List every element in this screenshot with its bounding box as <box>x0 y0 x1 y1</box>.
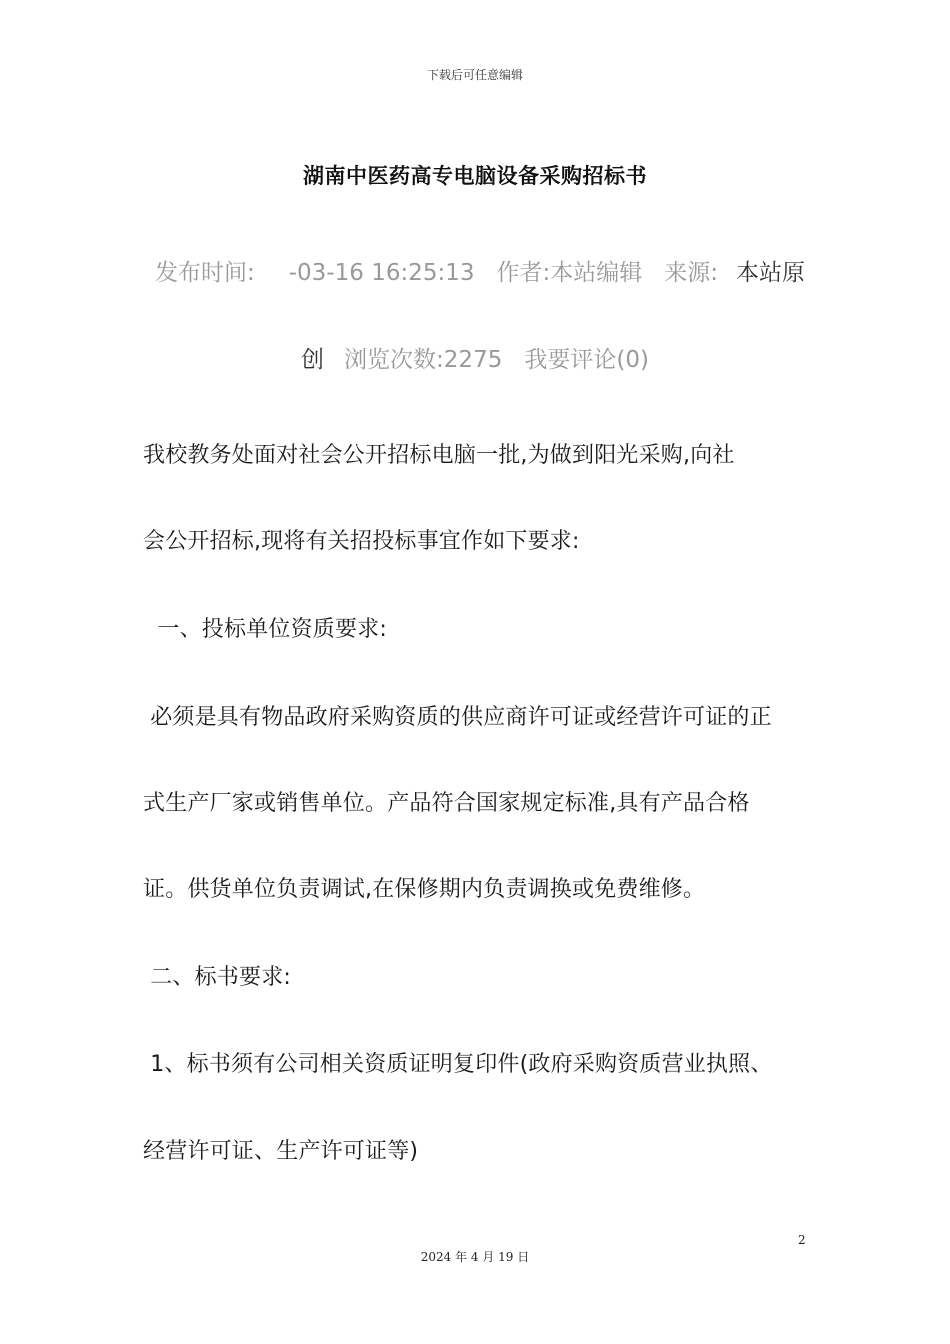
source-value: 本站原 <box>736 260 805 286</box>
body-paragraph-line: 经营许可证、生产许可证等) <box>143 1139 419 1164</box>
body-paragraph-line: 我校教务处面对社会公开招标电脑一批,为做到阳光采购,向社 <box>143 443 735 468</box>
views-label: 浏览次数: <box>344 347 444 373</box>
comment-link[interactable]: 我要评论(0) <box>524 347 649 373</box>
body-paragraph-line: 1、标书须有公司相关资质证明复印件(政府采购资质营业执照、 <box>143 1052 773 1077</box>
header-note: 下载后可任意编辑 <box>426 68 523 82</box>
author-label: 作者: <box>496 260 551 286</box>
publish-time-label: 发布时间: <box>155 260 255 286</box>
body-paragraph-line: 式生产厂家或销售单位。产品符合国家规定标准,具有产品合格 <box>143 791 750 816</box>
body-paragraph-line: 证。供货单位负责调试,在保修期内负责调换或免费维修。 <box>143 877 706 902</box>
section-heading: 二、标书要求: <box>143 965 292 990</box>
source-label: 来源: <box>664 260 718 286</box>
views-count: 2275 <box>443 347 503 373</box>
author-value: 本站编辑 <box>550 260 643 286</box>
section-heading: 一、投标单位资质要求: <box>143 617 387 642</box>
body-paragraph-line: 必须是具有物品政府采购资质的供应商许可证或经营许可证的正 <box>143 705 772 730</box>
publish-time-value: -03-16 16:25:13 <box>288 260 475 286</box>
source-value-continued: 创 <box>301 347 325 373</box>
article-meta-line-1 <box>155 254 805 287</box>
document-title: 湖南中医药高专电脑设备采购招标书 <box>303 164 647 188</box>
page-number: 2 <box>798 1233 806 1247</box>
footer-date: 2024 年 4 月 19 日 <box>420 1250 530 1264</box>
article-meta-line-2 <box>0 341 950 374</box>
body-paragraph-line: 会公开招标,现将有关招投标事宜作如下要求: <box>143 529 580 554</box>
